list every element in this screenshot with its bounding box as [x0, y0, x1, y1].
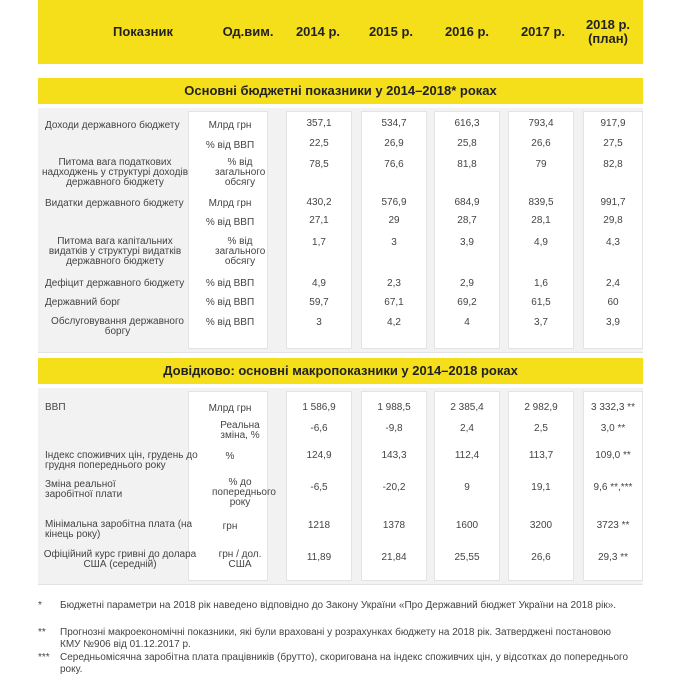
cell: 26,9 [384, 138, 404, 149]
row-unit: Млрд грн [208, 403, 252, 414]
cell: 2,3 [387, 278, 401, 289]
header-year: 2015 р. [368, 24, 414, 39]
cell: 11,89 [306, 552, 332, 563]
cell: 9,6 **,*** [593, 482, 633, 493]
cell: 113,7 [528, 450, 554, 461]
cell: 81,8 [457, 159, 477, 170]
footnote-mark: * [38, 600, 42, 611]
cell: 1 586,9 [302, 402, 336, 413]
cell: 576,9 [381, 197, 407, 208]
cell: 9 [464, 482, 470, 493]
cell: 29 [388, 215, 400, 226]
cell: 3 332,3 ** [591, 402, 635, 413]
cell: 839,5 [528, 197, 554, 208]
cell: -20,2 [382, 482, 406, 493]
row-unit: Млрд грн [208, 198, 252, 209]
footnote [38, 627, 648, 653]
cell: 3,0 ** [600, 423, 626, 434]
row-label: Обслуговування державного боргу [51, 316, 184, 337]
cell: 1378 [382, 520, 406, 531]
row-unit: % від загального обсягу [215, 157, 266, 188]
row-label: Питома вага капітальних видатків у структурі видатків державного бюджету [48, 236, 182, 267]
row-unit: % від ВВП [205, 217, 255, 228]
cell: 2,5 [534, 423, 548, 434]
cell: 78,5 [309, 159, 329, 170]
header-unit: Од.вим. [222, 24, 274, 39]
cell: 19,1 [531, 482, 551, 493]
row-unit: Реальна зміна, % [220, 420, 260, 441]
row-label: Доходи державного бюджету [45, 120, 180, 131]
cell: 4 [464, 317, 470, 328]
cell: 28,1 [531, 215, 551, 226]
cell: 2,4 [606, 278, 620, 289]
section-title-macro: Довідково: основні макропоказники у 2014–2018 роках [163, 362, 518, 378]
cell: 1 988,5 [377, 402, 411, 413]
cell: 1,6 [534, 278, 548, 289]
cell: 25,55 [454, 552, 480, 563]
cell: 2,4 [460, 423, 474, 434]
cell: 3723 ** [596, 520, 630, 531]
cell: 28,7 [457, 215, 477, 226]
footnote-mark: ** [38, 627, 46, 638]
cell: 143,3 [381, 450, 407, 461]
cell: -9,8 [385, 423, 403, 434]
cell: 3,9 [460, 237, 474, 248]
footnote [38, 600, 648, 626]
footnote-text: Середньомісячна заробітна плата працівників (брутто), скоригована на індекс споживчих цін, у відсотках до попереднього року. [60, 652, 629, 675]
cell: 29,3 ** [597, 552, 629, 563]
row-label: Мінімальна заробітна плата (на кінець року) [45, 519, 193, 540]
cell: 2 982,9 [524, 402, 558, 413]
cell: 917,9 [600, 118, 626, 129]
cell: 430,2 [306, 197, 332, 208]
cell: -6,6 [310, 423, 328, 434]
row-label: Зміна реальної заробітної плати [45, 479, 123, 500]
cell: 616,3 [454, 118, 480, 129]
table-header [38, 0, 643, 64]
header-year: 2017 р. [520, 24, 566, 39]
cell: 67,1 [384, 297, 404, 308]
cell: 3 [316, 317, 322, 328]
footnote-mark: *** [38, 652, 50, 663]
row-unit: % від ВВП [205, 140, 255, 151]
cell: 534,7 [381, 118, 407, 129]
row-unit: % [225, 451, 235, 462]
row-unit: % до попереднього року [212, 477, 276, 508]
cell: 69,2 [457, 297, 477, 308]
cell: 22,5 [309, 138, 329, 149]
cell: 991,7 [600, 197, 626, 208]
cell: 3200 [529, 520, 553, 531]
cell: 3,9 [606, 317, 620, 328]
row-unit: Млрд грн [208, 120, 252, 131]
cell: 27,5 [603, 138, 623, 149]
section-title-budget: Основні бюджетні показники у 2014–2018* роках [184, 82, 497, 98]
cell: 793,4 [528, 118, 554, 129]
cell: 357,1 [306, 118, 332, 129]
cell: 79 [535, 159, 547, 170]
header-indicator: Показник [113, 24, 173, 39]
footnote-text: Прогнозні макроекономічні показники, які були враховані у розрахунках бюджету на 2018 рік. Затверджені постановою КМУ №906 від 01.12.2017 р. [60, 627, 611, 650]
row-label: Видатки державного бюджету [45, 198, 184, 209]
row-unit: % від ВВП [205, 297, 255, 308]
cell: 2 385,4 [450, 402, 484, 413]
cell: 26,6 [531, 552, 551, 563]
cell: 1600 [455, 520, 479, 531]
cell: 2,9 [460, 278, 474, 289]
row-label: Дефіцит державного бюджету [45, 278, 185, 289]
cell: 124,9 [306, 450, 332, 461]
header-year: 2014 р. [295, 24, 341, 39]
header-year: 2018 р. (план) [585, 17, 631, 46]
cell: 26,6 [531, 138, 551, 149]
cell: 1218 [307, 520, 331, 531]
cell: 61,5 [531, 297, 551, 308]
cell: 27,1 [309, 215, 329, 226]
row-unit: % від загального обсягу [215, 236, 266, 267]
row-unit: % від ВВП [205, 278, 255, 289]
cell: 3 [391, 237, 397, 248]
row-label: Офіційний курс гривні до долара США (середній) [43, 549, 197, 570]
cell: 4,9 [534, 237, 548, 248]
cell: -6,5 [310, 482, 328, 493]
cell: 4,2 [387, 317, 401, 328]
footnote [38, 652, 648, 678]
cell: 109,0 ** [595, 450, 631, 461]
cell: 3,7 [534, 317, 548, 328]
header-year: 2016 р. [444, 24, 490, 39]
row-label: Індекс споживчих цін, грудень до грудня попереднього року [45, 450, 198, 471]
cell: 684,9 [454, 197, 480, 208]
row-label: ВВП [45, 402, 66, 413]
cell: 112,4 [454, 450, 480, 461]
cell: 76,6 [384, 159, 404, 170]
cell: 1,7 [312, 237, 326, 248]
cell: 4,3 [606, 237, 620, 248]
cell: 59,7 [309, 297, 329, 308]
cell: 60 [607, 297, 619, 308]
footnote-text: Бюджетні параметри на 2018 рік наведено відповідно до Закону України «Про Державний бюджет України на 2018 рік». [60, 600, 617, 611]
cell: 82,8 [603, 159, 623, 170]
row-unit: грн / дол. США [218, 549, 262, 570]
row-unit: грн [222, 521, 238, 532]
cell: 21,84 [381, 552, 407, 563]
cell: 4,9 [312, 278, 326, 289]
cell: 29,8 [603, 215, 623, 226]
cell: 25,8 [457, 138, 477, 149]
row-label: Державний борг [45, 297, 121, 308]
row-label: Питома вага податкових надходжень у структурі доходів державного бюджету [41, 157, 189, 188]
row-unit: % від ВВП [205, 317, 255, 328]
